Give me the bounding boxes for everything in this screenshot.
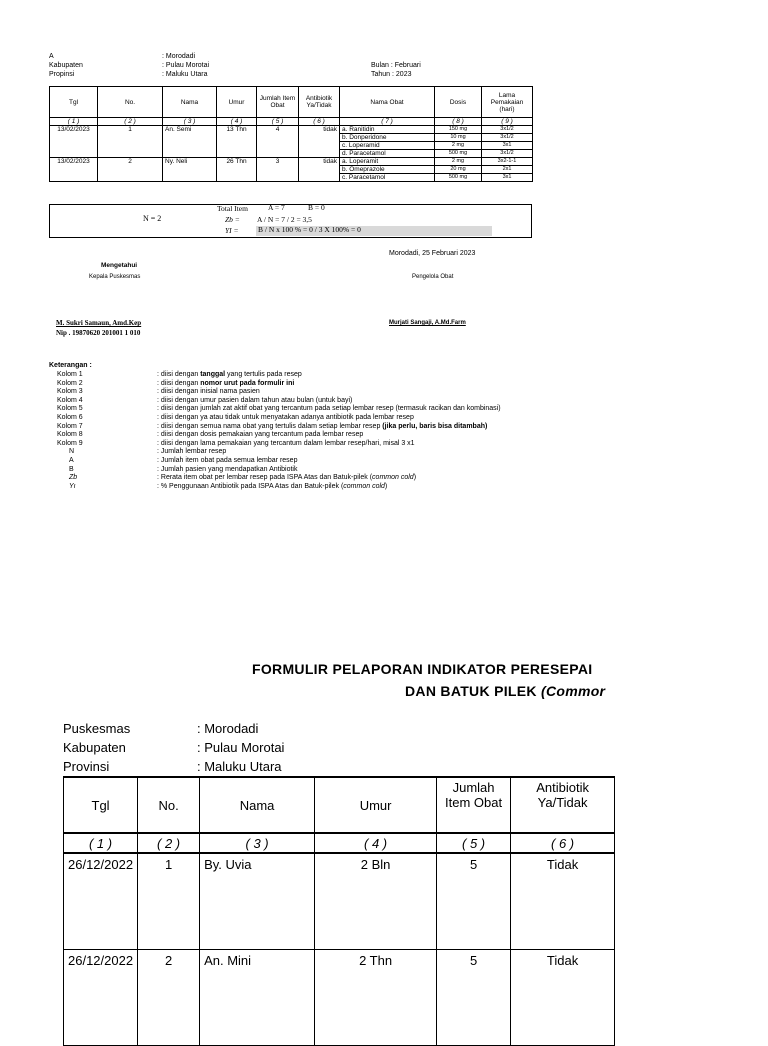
cell-lama: 3x1/2 (482, 150, 533, 158)
cell-tgl: 26/12/2022 (64, 853, 138, 950)
cell-obat: a. Loperamit (340, 158, 435, 166)
keterangan-key: Yı (69, 482, 76, 490)
form-header-provinsi: Provinsi : Maluku Utara (63, 759, 282, 774)
cell-dosis: 500 mg (435, 174, 482, 182)
form-header-kabupaten: Kabupaten : Pulau Morotai (63, 740, 285, 755)
col-header: Nama Obat (340, 87, 435, 118)
cell-no: 2 (98, 158, 163, 182)
cell-dosis: 150 mg (435, 126, 482, 134)
cell-obat: c. Loperamid (340, 142, 435, 150)
col-header: Nama (200, 777, 315, 833)
keterangan-key: Kolom 6 (57, 414, 83, 421)
form-header-puskesmas: Puskesmas : Morodadi (63, 721, 259, 736)
form-column-number-row (64, 833, 615, 853)
summary-b: B = 0 (308, 203, 325, 212)
summary-total-item: Total Item (217, 204, 248, 213)
keterangan-desc: : Jumlah item obat pada semua lembar resep (157, 457, 298, 464)
col-header: Jumlah Item Obat (257, 87, 299, 118)
col-number: ( 6 ) (511, 833, 615, 853)
cell-obat: a. Ranitidin (340, 126, 435, 134)
kepala-name: M. Sukri Samaun, Amd.Kep (56, 319, 142, 327)
keterangan-key: A (69, 457, 74, 464)
cell-jumlah: 3 (257, 158, 299, 182)
cell-no: 2 (138, 950, 200, 1046)
summary-n: N = 2 (143, 214, 162, 223)
table-header-row (50, 87, 533, 118)
col-number: ( 7 ) (340, 118, 435, 126)
keterangan-key: Kolom 2 (57, 379, 83, 387)
cell-nama: By. Uvia (200, 853, 315, 950)
keterangan-key: Kolom 4 (57, 396, 83, 404)
cell-dosis: 2 mg (435, 158, 482, 166)
keterangan-key: N (69, 448, 75, 456)
col-header: Dosis (435, 87, 482, 118)
pengelola-name: Murjati Sangaji, A.Md.Farm (389, 320, 466, 326)
cell-obat: d. Paracetamol (340, 150, 435, 158)
cell-dosis: 10 mg (435, 134, 482, 142)
col-number: ( 1 ) (64, 833, 138, 853)
pengelola-label: Pengelola Obat (412, 274, 454, 280)
form-table-header-row (64, 777, 615, 833)
col-header: Antibiotik Ya/Tidak (511, 777, 615, 833)
summary-a: A = 7 (268, 203, 285, 212)
col-header: Antibiotik Ya/Tidak (299, 87, 340, 118)
keterangan-key: Kolom 3 (57, 388, 83, 396)
summary-zb-label: Zb = (225, 215, 240, 224)
keterangan-desc: : diisi dengan nomor urut pada formulir ini (157, 379, 295, 387)
cell-nama: An. Semi (163, 126, 217, 158)
cell-lama: 3x1/2 (482, 134, 533, 142)
form-title-line2-italic: (Commor (540, 683, 606, 699)
col-header: Jumlah Item Obat (437, 777, 511, 833)
col-header: Lama Pemakaian (hari) (482, 87, 533, 118)
col-number: ( 5 ) (437, 833, 511, 853)
col-header: Tgl (50, 87, 98, 118)
keterangan-desc: : diisi dengan lama pemakaian yang tercantum dalam lembar resep/hari, misal 3 x1 (157, 439, 415, 447)
keterangan-desc: : Rerata item obat per lembar resep pada ISPA Atas dan Batuk-pilek (common cold) (157, 474, 417, 482)
keterangan-desc: : diisi dengan jumlah zat aktif obat yang tercantum pada setiap lembar resep (termasuk racikan dan kombinasi) (157, 405, 501, 413)
col-number: ( 1 ) (50, 118, 98, 126)
tahun-label: Tahun : 2023 (371, 71, 412, 78)
keterangan-desc: : diisi dengan ya atau tidak untuk menyatakan adanya antibiotik pada lembar resep (157, 414, 414, 421)
col-number: ( 2 ) (98, 118, 163, 126)
cell-lama: 3x1/2 (482, 126, 533, 134)
mengetahui-label: Mengetahui (101, 262, 138, 269)
cell-no: 1 (98, 126, 163, 158)
cell-umur: 26 Thn (217, 158, 257, 182)
form-title-line1: FORMULIR PELAPORAN INDIKATOR PERESEPAI (252, 661, 593, 677)
col-header: Umur (217, 87, 257, 118)
col-header: Nama (163, 87, 217, 118)
col-number: ( 2 ) (138, 833, 200, 853)
cell-tgl: 26/12/2022 (64, 950, 138, 1046)
col-number: ( 4 ) (217, 118, 257, 126)
keterangan-desc: : diisi dengan umur pasien dalam tahun atau bulan (untuk bayi) (157, 396, 353, 404)
keterangan-desc: : diisi dengan semua nama obat yang tertulis dalam setiap lembar resep (jika perlu, baris bisa ditambah) (157, 422, 488, 430)
keterangan-desc: : diisi dengan inisial nama pasien (157, 388, 260, 396)
table-row (50, 126, 533, 134)
cell-jumlah: 4 (257, 126, 299, 158)
keterangan-key: Kolom 5 (57, 405, 83, 413)
cell-obat: c. Paracetamol (340, 174, 435, 182)
table-row (50, 158, 533, 166)
cell-lama: 2x1 (482, 166, 533, 174)
cell-antibiotik: Tidak (511, 853, 615, 950)
keterangan-key: B (69, 465, 74, 473)
cell-antibiotik: Tidak (511, 950, 615, 1046)
cell-nama: An. Mini (200, 950, 315, 1046)
cell-dosis: 20 mg (435, 166, 482, 174)
bulan-label: Bulan : Februari (371, 62, 421, 69)
keterangan-desc: : % Penggunaan Antibiotik pada ISPA Atas dan Batuk-pilek (common cold) (157, 482, 388, 490)
cell-jumlah: 5 (437, 950, 511, 1046)
summary-zb-value: A / N = 7 / 2 = 3,5 (257, 215, 312, 224)
cell-dosis: 2 mg (435, 142, 482, 150)
keterangan-desc: : diisi dengan tanggal yang tertulis pada resep (157, 371, 302, 378)
prescription-table (49, 86, 533, 182)
column-number-row (50, 118, 533, 126)
col-number: ( 4 ) (315, 833, 437, 853)
col-header: No. (138, 777, 200, 833)
col-number: ( 3 ) (200, 833, 315, 853)
place-date: Morodadi, 25 Februari 2023 (389, 250, 476, 257)
cell-antibiotik: tidak (299, 126, 340, 158)
col-header: Tgl (64, 777, 138, 833)
form-title-line2 (405, 683, 605, 699)
keterangan-key: Kolom 9 (57, 439, 83, 447)
kepala-nip: Nip . 19870620 201001 1 010 (56, 329, 141, 337)
form-table (63, 776, 615, 1046)
table-row (64, 853, 615, 950)
table-row (64, 950, 615, 1046)
cell-obat: b. Omeprazole (340, 166, 435, 174)
col-header: Umur (315, 777, 437, 833)
keterangan-key: Kolom 8 (57, 431, 83, 439)
keterangan-desc: : diisi dengan dosis pemakaian yang tercantum pada lembar resep (157, 431, 364, 439)
col-number: ( 6 ) (299, 118, 340, 126)
cell-nama: Ny. Neli (163, 158, 217, 182)
cell-lama: 3x1 (482, 174, 533, 182)
cell-jumlah: 5 (437, 853, 511, 950)
cell-lama: 3x2-1-1 (482, 158, 533, 166)
col-number: ( 5 ) (257, 118, 299, 126)
cell-umur: 2 Bln (315, 853, 437, 950)
cell-umur: 13 Thn (217, 126, 257, 158)
summary-yi-value: B / N x 100 % = 0 / 3 X 100% = 0 (256, 226, 492, 236)
col-header: No. (98, 87, 163, 118)
keterangan-desc: : Jumlah pasien yang mendapatkan Antibiotik (157, 465, 298, 473)
col-number: ( 3 ) (163, 118, 217, 126)
keterangan-key: Kolom 7 (57, 422, 83, 430)
cell-tgl: 13/02/2023 (50, 158, 98, 182)
form-title-line2-main: DAN BATUK PILEK (405, 683, 541, 699)
cell-umur: 2 Thn (315, 950, 437, 1046)
summary-yi-label: YI = (225, 226, 239, 235)
cell-lama: 3x1 (482, 142, 533, 150)
cell-dosis: 500 mg (435, 150, 482, 158)
keterangan-key: Kolom 1 (57, 371, 83, 378)
keterangan-title: Keterangan : (49, 362, 92, 369)
cell-tgl: 13/02/2023 (50, 126, 98, 158)
kepala-label: Kepala Puskesmas (89, 274, 141, 280)
keterangan-key: Zb (69, 474, 78, 482)
summary-box (49, 204, 532, 238)
cell-obat: b. Donperidone (340, 134, 435, 142)
cell-no: 1 (138, 853, 200, 950)
keterangan-desc: : Jumlah lembar resep (157, 448, 227, 456)
col-number: ( 8 ) (435, 118, 482, 126)
cell-antibiotik: tidak (299, 158, 340, 182)
col-number: ( 9 ) (482, 118, 533, 126)
